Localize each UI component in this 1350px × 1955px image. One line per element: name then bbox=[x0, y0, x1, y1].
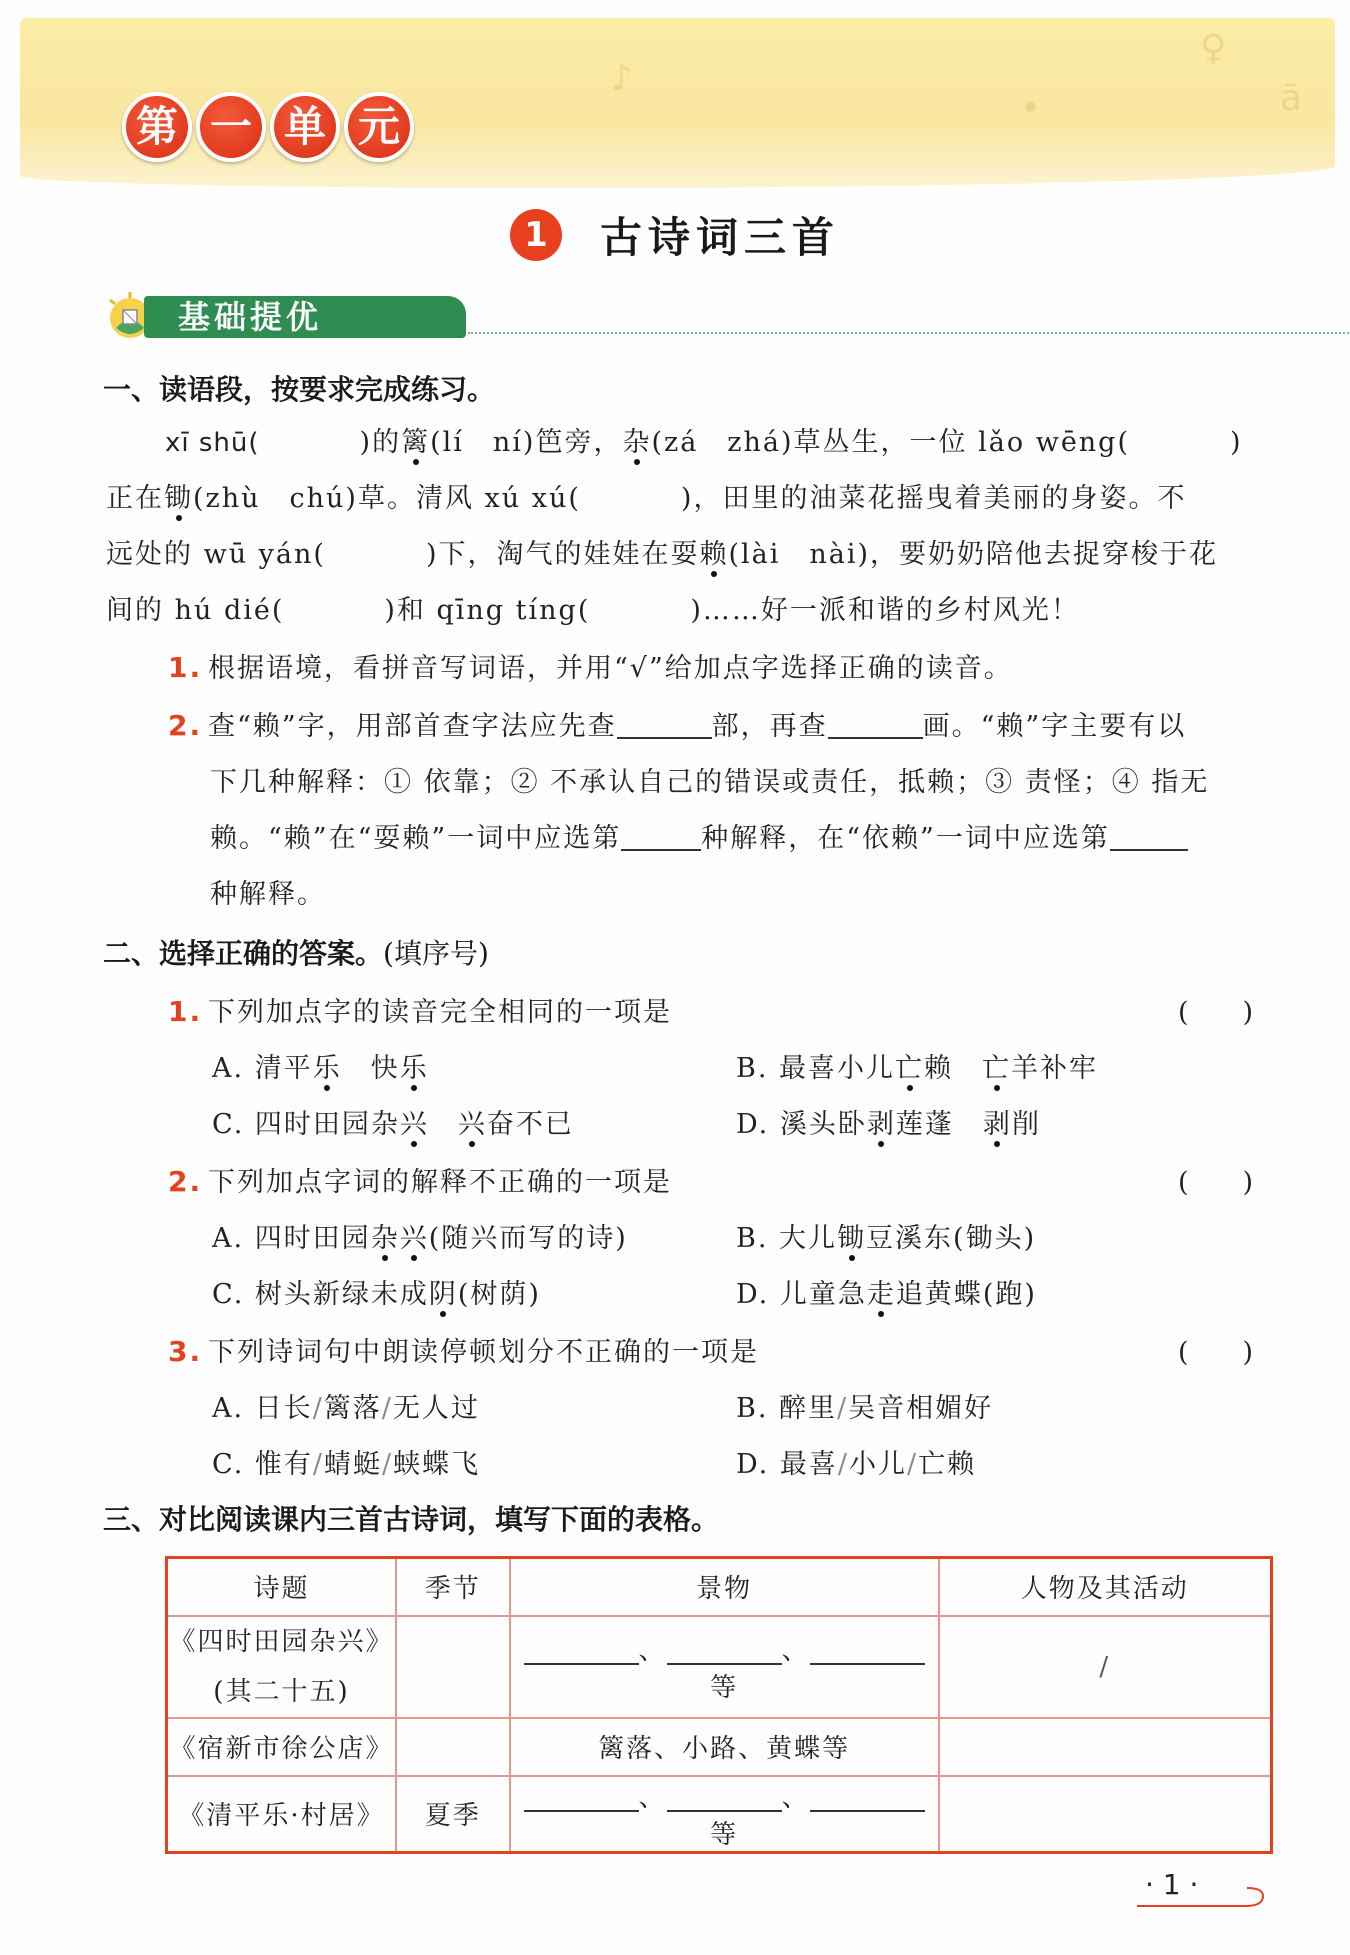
option-c[interactable] bbox=[212, 1102, 574, 1141]
decorative-lamp-icon: ♀ bbox=[1200, 28, 1227, 69]
dotted-char: 阴 bbox=[429, 1272, 458, 1311]
table-header: 季节 bbox=[396, 1558, 510, 1616]
passage-line-3 bbox=[106, 532, 1218, 571]
dotted-divider bbox=[468, 332, 1350, 334]
answer-paren[interactable]: ( ) bbox=[1178, 1337, 1254, 1368]
answer-paren[interactable]: ( ) bbox=[1178, 1167, 1254, 1198]
option-text: 吴音相媚好 bbox=[848, 1393, 994, 1424]
option-c[interactable] bbox=[212, 1272, 541, 1311]
option-text: 清平 bbox=[254, 1053, 313, 1084]
unit-badge: 第 bbox=[122, 92, 192, 162]
passage-text: )下，淘气的娃娃在耍 bbox=[425, 539, 700, 570]
unit-title bbox=[122, 92, 414, 162]
answer-blank[interactable] bbox=[667, 1786, 782, 1812]
season-cell: 夏季 bbox=[396, 1776, 510, 1853]
passage-text: ) bbox=[1230, 427, 1243, 458]
option-d[interactable] bbox=[736, 1442, 976, 1481]
option-letter: B. bbox=[736, 1223, 769, 1254]
dotted-char: 兴 bbox=[458, 1102, 487, 1141]
season-cell[interactable] bbox=[396, 1718, 510, 1776]
option-text bbox=[429, 1109, 458, 1140]
separator: 、 bbox=[781, 1635, 810, 1666]
option-text: 醉里 bbox=[779, 1393, 838, 1424]
option-b[interactable] bbox=[736, 1216, 1036, 1255]
people-cell[interactable] bbox=[939, 1776, 1272, 1853]
poem-subtitle: (其二十五) bbox=[213, 1676, 350, 1707]
question-text: 下列加点字的读音完全相同的一项是 bbox=[208, 997, 672, 1028]
option-text: 奋不已 bbox=[486, 1109, 574, 1140]
option-a[interactable] bbox=[212, 1046, 429, 1085]
part2-heading-text: 二、选择正确的答案。 bbox=[103, 937, 384, 970]
pause-slash: / bbox=[906, 1449, 919, 1480]
question-number: 1. bbox=[168, 995, 203, 1028]
dotted-char: 剥 bbox=[867, 1102, 896, 1141]
option-text: 羊补牢 bbox=[1011, 1053, 1099, 1084]
option-text: 亡赖 bbox=[918, 1449, 977, 1480]
part3-heading: 三、对比阅读课内三首古诗词，填写下面的表格。 bbox=[103, 1503, 720, 1536]
answer-blank[interactable] bbox=[810, 1639, 925, 1665]
scenery-cell[interactable] bbox=[510, 1616, 939, 1718]
passage-text: (lí ní)笆旁， bbox=[430, 427, 623, 458]
table-header: 人物及其活动 bbox=[939, 1558, 1272, 1616]
answer-blank[interactable] bbox=[524, 1639, 639, 1665]
table-header: 景物 bbox=[510, 1558, 939, 1616]
option-text: 最喜小儿 bbox=[779, 1053, 896, 1084]
option-letter: C. bbox=[212, 1279, 245, 1310]
question-text: 种解释，在“依赖”一词中应选第 bbox=[701, 823, 1110, 854]
question-text: 查“赖”字，用部首查字法应先查 bbox=[208, 711, 617, 742]
option-text: 无人过 bbox=[392, 1393, 480, 1424]
answer-blank[interactable] bbox=[524, 1786, 639, 1812]
option-text: 赖 bbox=[924, 1053, 983, 1084]
table-header: 诗题 bbox=[167, 1558, 396, 1616]
option-a[interactable] bbox=[212, 1386, 480, 1425]
part2-question-1 bbox=[168, 990, 672, 1029]
question-number: 2. bbox=[168, 709, 203, 742]
poem-title: 《四时田园杂兴》 bbox=[169, 1626, 394, 1657]
season-cell[interactable] bbox=[396, 1616, 510, 1718]
pause-slash: / bbox=[381, 1393, 393, 1424]
decorative-letter-icon: ā bbox=[1280, 78, 1303, 119]
option-letter: B. bbox=[736, 1393, 769, 1424]
option-text: 四时田园杂 bbox=[254, 1109, 400, 1140]
option-b[interactable] bbox=[736, 1386, 993, 1425]
option-letter: A. bbox=[212, 1223, 245, 1254]
dotted-char: 杂 bbox=[371, 1216, 400, 1255]
passage-line-2 bbox=[106, 476, 1186, 515]
passage-text: (zá zhá)草丛生，一位 lǎo wēng( bbox=[651, 427, 1131, 458]
separator: 、 bbox=[638, 1782, 667, 1813]
section-banner-label: 基础提优 bbox=[144, 296, 466, 338]
option-text: 日长 bbox=[254, 1393, 313, 1424]
part2-question-2 bbox=[168, 1160, 672, 1199]
lesson-title bbox=[510, 205, 840, 265]
dotted-char: 乐 bbox=[313, 1046, 342, 1085]
part2-heading-note: (填序号) bbox=[383, 937, 489, 970]
option-text: 追黄蝶(跑) bbox=[895, 1279, 1037, 1310]
question-number: 3. bbox=[168, 1335, 203, 1368]
section-banner bbox=[106, 292, 1266, 342]
table-row bbox=[167, 1718, 1272, 1776]
table-row bbox=[167, 1776, 1272, 1853]
option-text: (树荫) bbox=[457, 1279, 541, 1310]
option-text: 儿童急 bbox=[779, 1279, 867, 1310]
answer-blank[interactable] bbox=[621, 821, 701, 851]
option-letter: D. bbox=[736, 1449, 770, 1480]
decorative-dot-icon: • bbox=[1020, 88, 1042, 129]
comparison-table bbox=[165, 1556, 1273, 1854]
table-header-row bbox=[167, 1558, 1272, 1616]
people-cell: / bbox=[939, 1616, 1272, 1718]
poem-title-cell bbox=[167, 1616, 396, 1718]
option-letter: D. bbox=[736, 1109, 770, 1140]
dotted-char: 兴 bbox=[400, 1216, 429, 1255]
passage-line-1 bbox=[165, 420, 1243, 459]
pause-slash: / bbox=[312, 1393, 324, 1424]
question-text: 下列诗词句中朗读停顿划分不正确的一项是 bbox=[208, 1337, 759, 1368]
passage-text: )，田里的油菜花摇曳着美丽的身姿。不 bbox=[680, 483, 1187, 514]
question-number: 1. bbox=[168, 651, 203, 684]
people-cell[interactable] bbox=[939, 1718, 1272, 1776]
part1-question-2-line3 bbox=[210, 816, 1188, 855]
passage-text: xī shū( bbox=[165, 428, 260, 458]
option-text: 大儿 bbox=[779, 1223, 838, 1254]
poem-title-cell: 《宿新市徐公店》 bbox=[167, 1718, 396, 1776]
option-a[interactable] bbox=[212, 1216, 628, 1255]
option-d[interactable] bbox=[736, 1272, 1037, 1311]
answer-blank[interactable] bbox=[617, 709, 712, 739]
option-text: 快 bbox=[341, 1053, 400, 1084]
dotted-char: 兴 bbox=[400, 1102, 429, 1141]
option-text: 削 bbox=[1011, 1109, 1041, 1140]
unit-badge: 一 bbox=[196, 92, 266, 162]
option-text: (随兴而写的诗) bbox=[428, 1223, 628, 1254]
scenery-suffix: 等 bbox=[710, 1819, 739, 1850]
question-text: 下列加点字词的解释不正确的一项是 bbox=[208, 1167, 672, 1198]
answer-blank[interactable] bbox=[828, 709, 923, 739]
unit-badge: 单 bbox=[270, 92, 340, 162]
option-letter: B. bbox=[736, 1053, 769, 1084]
lesson-name: 古诗词三首 bbox=[600, 213, 841, 262]
page-curve-icon bbox=[1135, 1880, 1270, 1910]
question-text: 部，再查 bbox=[711, 711, 828, 742]
pause-slash: / bbox=[312, 1449, 324, 1480]
option-text: 莲蓬 bbox=[895, 1109, 983, 1140]
option-text: 蜻蜓 bbox=[323, 1449, 382, 1480]
poem-title-cell: 《清平乐·村居》 bbox=[167, 1776, 396, 1853]
option-c[interactable] bbox=[212, 1442, 480, 1481]
scenery-suffix: 等 bbox=[710, 1672, 739, 1703]
passage-text: (lài nài)，要奶奶陪他去捉穿梭于花 bbox=[728, 539, 1219, 570]
part1-question-1 bbox=[168, 646, 1013, 685]
passage-text: (zhù chú)草。清风 xú xú( bbox=[193, 483, 581, 514]
part2-question-3 bbox=[168, 1330, 759, 1369]
decorative-note-icon: ♪ bbox=[610, 58, 633, 99]
option-letter: A. bbox=[212, 1393, 245, 1424]
dotted-char: 亡 bbox=[982, 1046, 1011, 1085]
option-text: 四时田园 bbox=[254, 1223, 371, 1254]
option-text: 惟有 bbox=[254, 1449, 313, 1480]
question-number: 2. bbox=[168, 1165, 203, 1198]
dotted-char: 乐 bbox=[400, 1046, 429, 1085]
option-text: 豆溪东(锄头) bbox=[866, 1223, 1037, 1254]
dotted-char: 篱 bbox=[401, 420, 430, 459]
answer-paren[interactable]: ( ) bbox=[1178, 997, 1254, 1028]
option-letter: A. bbox=[212, 1053, 245, 1084]
option-text: 小儿 bbox=[848, 1449, 907, 1480]
passage-text: 间的 hú dié( bbox=[106, 595, 285, 626]
dotted-char: 锄 bbox=[837, 1216, 866, 1255]
dotted-char: 剥 bbox=[983, 1102, 1012, 1141]
dotted-char: 走 bbox=[867, 1272, 896, 1311]
dotted-char: 赖 bbox=[700, 532, 729, 571]
dotted-char: 锄 bbox=[164, 476, 193, 515]
part1-question-2-line4: 种解释。 bbox=[210, 879, 326, 910]
option-text: 树头新绿未成 bbox=[254, 1279, 429, 1310]
part1-heading: 一、读语段，按要求完成练习。 bbox=[103, 373, 496, 406]
dotted-char: 亡 bbox=[895, 1046, 924, 1085]
part1-question-2-line2: 下几种解释：① 依靠；② 不承认自己的错误或责任，抵赖；③ 责怪；④ 指无 bbox=[210, 767, 1210, 798]
pause-slash: / bbox=[837, 1393, 849, 1424]
part2-heading bbox=[103, 932, 489, 972]
answer-blank[interactable] bbox=[667, 1639, 782, 1665]
question-text: 画。“赖”字主要有以 bbox=[922, 711, 1187, 742]
pause-slash: / bbox=[837, 1449, 849, 1480]
option-letter: D. bbox=[736, 1279, 770, 1310]
part1-question-2-line1 bbox=[168, 704, 1186, 743]
option-letter: C. bbox=[212, 1449, 245, 1480]
question-text: 赖。“赖”在“耍赖”一词中应选第 bbox=[210, 823, 622, 854]
scenery-cell: 篱落、小路、黄蝶等 bbox=[510, 1718, 939, 1776]
option-text: 篱落 bbox=[323, 1393, 382, 1424]
passage-line-4 bbox=[106, 588, 1080, 627]
option-b[interactable] bbox=[736, 1046, 1098, 1085]
scenery-cell[interactable] bbox=[510, 1776, 939, 1853]
answer-blank[interactable] bbox=[1110, 821, 1188, 851]
option-text: 蛱蝶飞 bbox=[393, 1449, 481, 1480]
option-text: 最喜 bbox=[779, 1449, 838, 1480]
option-text: 溪头卧 bbox=[779, 1109, 867, 1140]
passage-text: )和 qīng tíng( bbox=[384, 595, 591, 626]
option-d[interactable] bbox=[736, 1102, 1041, 1141]
dotted-char: 杂 bbox=[622, 420, 651, 459]
passage-text: )的 bbox=[359, 427, 402, 458]
option-letter: C. bbox=[212, 1109, 245, 1140]
table-row bbox=[167, 1616, 1272, 1718]
page-number: · 1 · bbox=[1145, 1868, 1199, 1901]
separator: 、 bbox=[638, 1635, 667, 1666]
passage-text: )……好一派和谐的乡村风光！ bbox=[690, 595, 1080, 626]
answer-blank[interactable] bbox=[810, 1786, 925, 1812]
separator: 、 bbox=[781, 1782, 810, 1813]
passage-text: 正在 bbox=[106, 483, 164, 514]
pause-slash: / bbox=[381, 1449, 394, 1480]
question-text: 根据语境，看拼音写词语，并用“√”给加点字选择正确的读音。 bbox=[208, 653, 1013, 684]
unit-badge: 元 bbox=[344, 92, 414, 162]
lesson-number: 1 bbox=[510, 209, 562, 261]
passage-text: 远处的 wū yán( bbox=[106, 539, 326, 570]
